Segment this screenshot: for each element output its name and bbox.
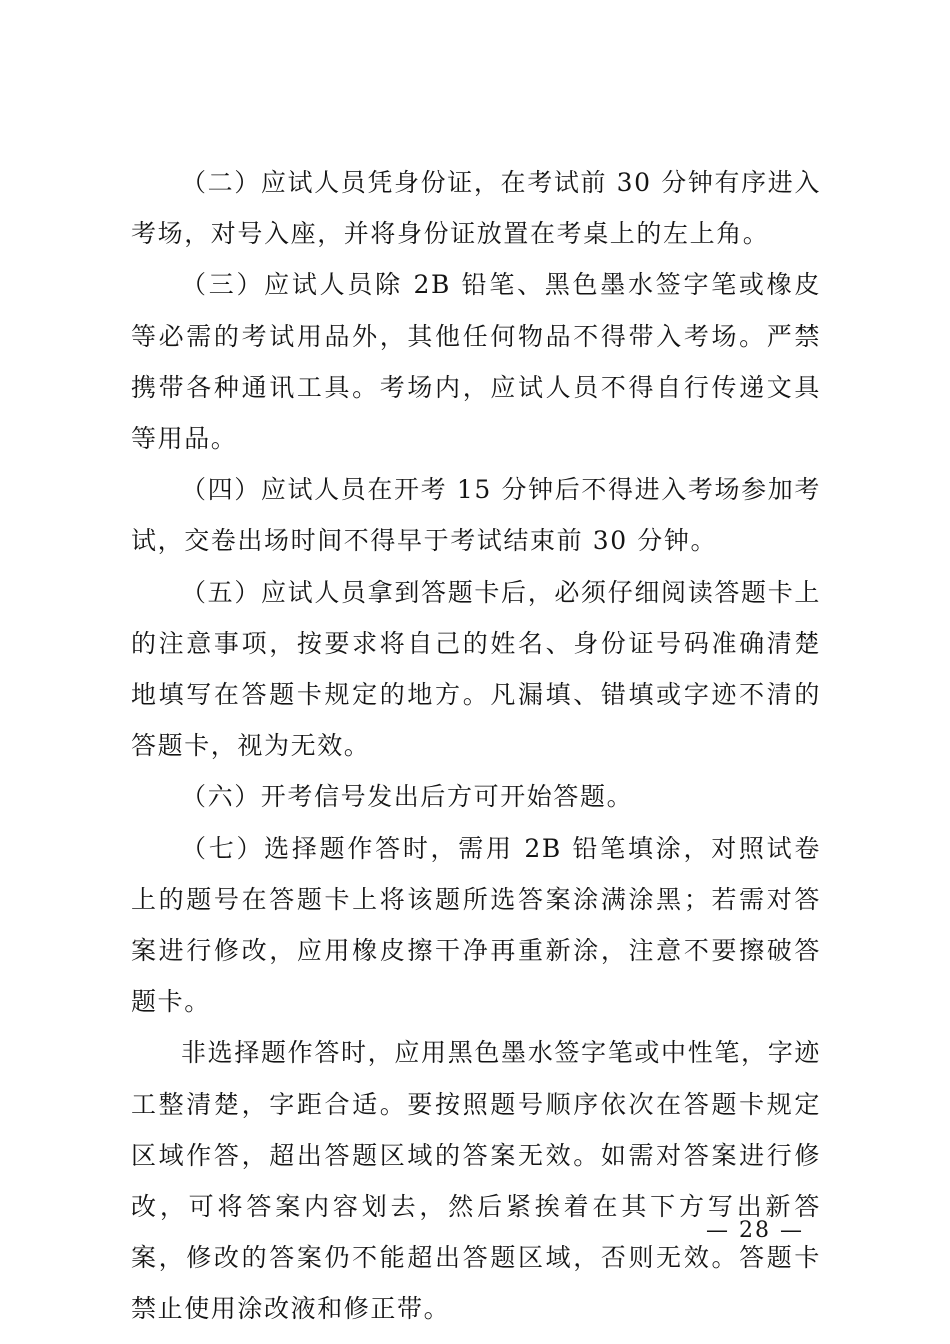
document-body (131, 157, 821, 1335)
paragraph-item-7: （七）选择题作答时，需用 2B 铅笔填涂，对照试卷上的题号在答题卡上将该题所选答案涂满涂黑；若需对答案进行修改，应用橡皮擦干净再重新涂，注意不要擦破答题卡。 (131, 833, 821, 1017)
paragraph-item-2: （二）应试人员凭身份证，在考试前 30 分钟有序进入考场，对号入座，并将身份证放置在考桌上的左上角。 (131, 168, 821, 249)
paragraph-item-3: （三）应试人员除 2B 铅笔、黑色墨水签字笔或橡皮等必需的考试用品外，其他任何物品不得带入考场。严禁携带各种通讯工具。考场内，应试人员不得自行传递文具等用品。 (131, 270, 821, 454)
paragraph-item-5: （五）应试人员拿到答题卡后，必须仔细阅读答题卡上的注意事项，按要求将自己的姓名、身份证号码准确清楚地填写在答题卡规定的地方。凡漏填、错填或字迹不清的答题卡，视为无效。 (131, 577, 821, 761)
page-number: — 28 — (706, 1218, 804, 1243)
paragraph-non-choice: 非选择题作答时，应用黑色墨水签字笔或中性笔，字迹工整清楚，字距合适。要按照题号顺序依次在答题卡规定区域作答，超出答题区域的答案无效。如需对答案进行修改，可将答案内容划去，然后紧挨着在其下方写出新答案，修改的答案仍不能超出答题区域，否则无效。答题卡禁止使用涂改液和修正带。 (131, 1038, 821, 1324)
paragraph-item-6: （六）开考信号发出后方可开始答题。 (181, 782, 634, 812)
paragraph-item-4: （四）应试人员在开考 15 分钟后不得进入考场参加考试，交卷出场时间不得早于考试结束前 30 分钟。 (131, 475, 821, 556)
